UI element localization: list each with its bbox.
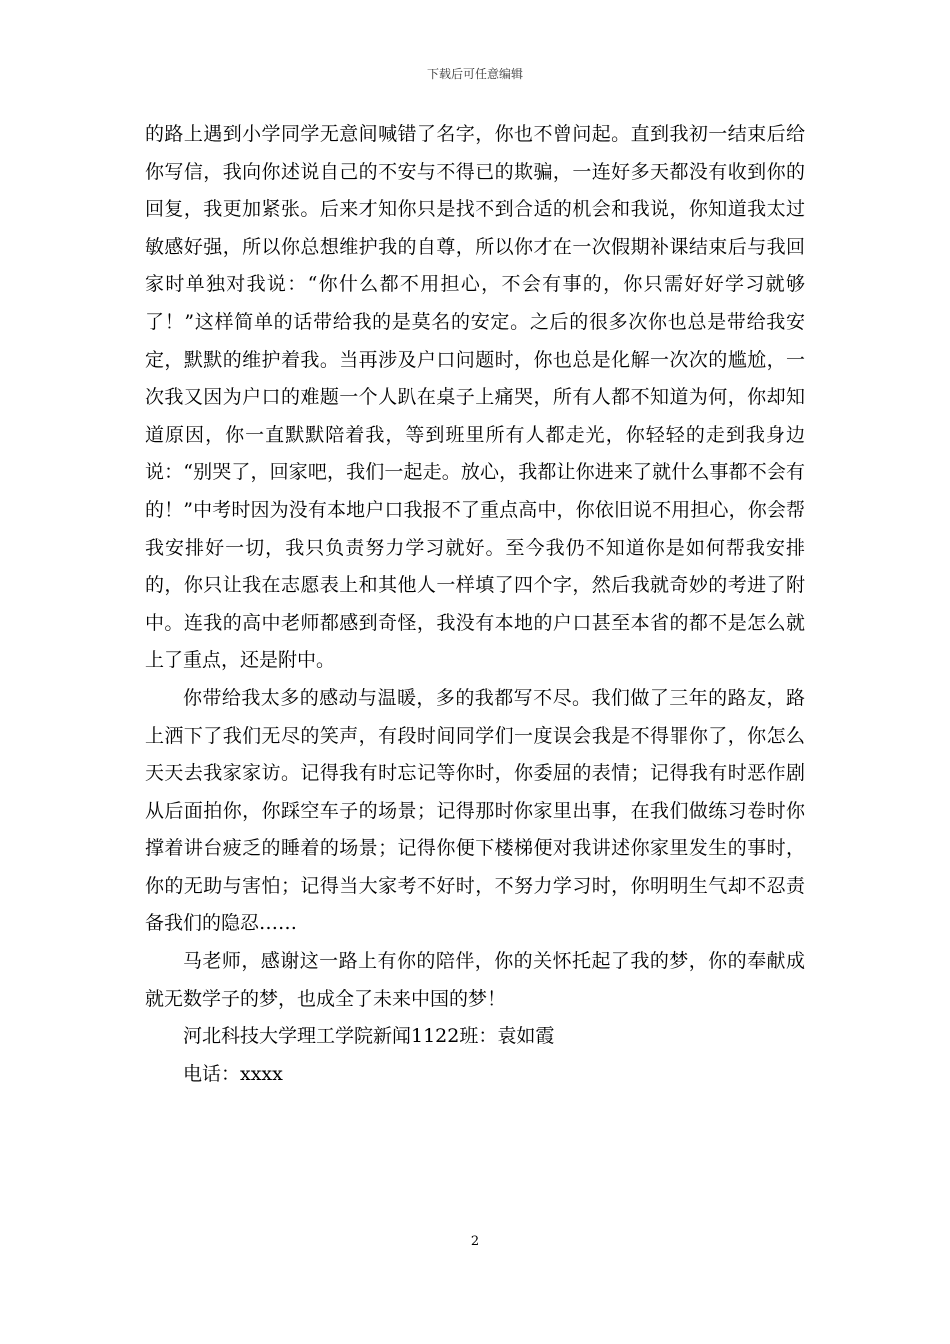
page-header: 下载后可任意编辑	[426, 67, 523, 81]
phone-line: 电话：xxxx	[183, 1062, 283, 1085]
paragraph-1: 的路上遇到小学同学无意间喊错了名字，你也不曾问起。直到我初一结束后给你写信，我向你述说自己的不安与不得已的欺骗，一连好多天都没有收到你的回复，我更加紧张。后来才知你只是找不到合适的机会和我说，你知道我太过敏感好强，所以你总想维护我的自尊，所以你才在一次假期补课结束后与我回家时单独对我说：“你什么都不用担心，不会有事的，你只需好好学习就够了！”这样简单的话带给我的是莫名的安定。之后的很多次你也总是带给我安定，默默的维护着我。当再涉及户口问题时，你也总是化解一次次的尴尬，一次我又因为户口的难题一个人趴在桌子上痛哭，所有人都不知道为何，你却知道原因，你一直默默陪着我，等到班里所有人都走光，你轻轻的走到我身边说：“别哭了，回家吧，我们一起走。放心，我都让你进来了就什么事都不会有的！”中考时因为没有本地户口我报不了重点高中，你依旧说不用担心，你会帮我安排好一切，我只负责努力学习就好。至今我仍不知道你是如何帮我安排的，你只让我在志愿表上和其他人一样填了四个字，然后我就奇妙的考进了附中。连我的高中老师都感到奇怪，我没有本地的户口甚至本省的都不是怎么就上了重点，还是附中。	[145, 123, 805, 672]
page-number: 2	[470, 1234, 480, 1249]
paragraph-3: 马老师，感谢这一路上有你的陪伴，你的关怀托起了我的梦，你的奉献成就无数学子的梦，也成全了未来中国的梦！	[145, 950, 805, 1010]
document-body	[145, 116, 805, 1093]
paragraph-2: 你带给我太多的感动与温暖，多的我都写不尽。我们做了三年的路友，路上洒下了我们无尽的笑声，有段时间同学们一度误会我是不得罪你了，你怎么天天去我家家访。记得我有时忘记等你时，你委屈的表情；记得我有时恶作剧从后面拍你，你踩空车子的场景；记得那时你家里出事，在我们做练习卷时你撑着讲台疲乏的睡着的场景；记得你便下楼梯便对我讲述你家里发生的事时，你的无助与害怕；记得当大家考不好时，不努力学习时，你明明生气却不忍责备我们的隐忍……	[145, 686, 805, 935]
signature-line: 河北科技大学理工学院新闻1122班：袁如霞	[183, 1025, 555, 1048]
